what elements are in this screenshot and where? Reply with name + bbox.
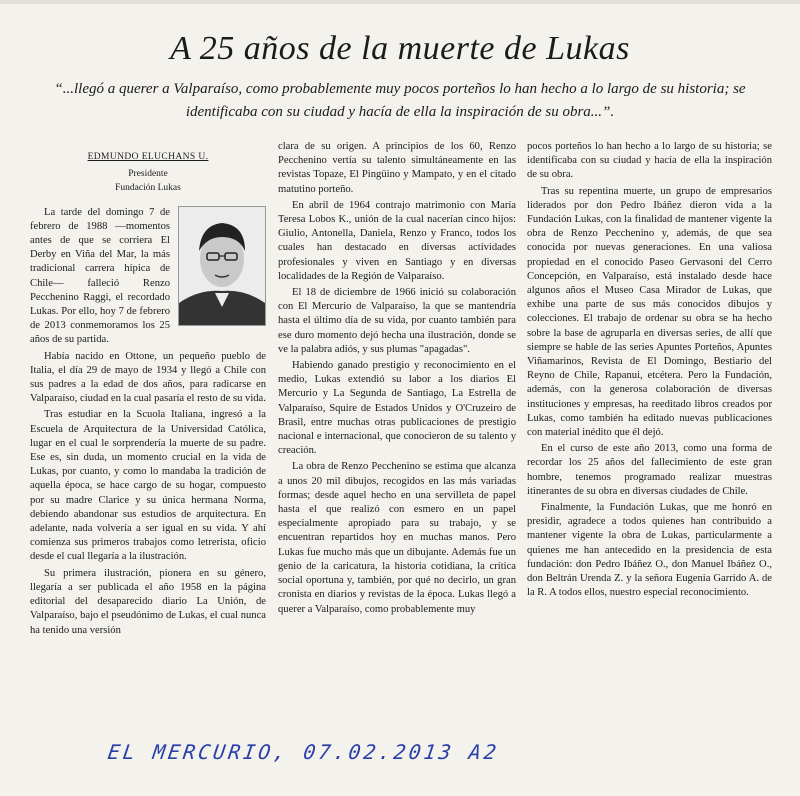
author-name: EDMUNDO ELUCHANS U. — [87, 152, 209, 162]
paragraph: En el curso de este año 2013, como una forma de recordar los 25 años del fallecimiento de este gran hombre, tenemos programado realizar muestras itinerantes de su obra en diversas ciudades de Chile. — [527, 443, 772, 497]
portrait-photo — [178, 206, 266, 326]
paragraph: La obra de Renzo Pecchenino se estima que alcanza a unos 20 mil dibujos, recogidos en las más variadas formas; desde aquel hecho en una servilleta de papel hasta el que realizó con esmero en un papel especialmente apropiado para su trabajo, y se encuentran repartidos hoy en muchas manos. Pero Lukas fue mucho más que un dibujante. Además fue un genio de la caricatura, la historia cotidiana, la crítica social oportuna y, también, por qué no decirlo, un gran cronista en diarios y revistas de la época. Lukas llegó a querer a Valparaíso, como probablemente muy — [278, 461, 516, 615]
paragraph: En abril de 1964 contrajo matrimonio con María Teresa Lobos K., unión de la cual nacerían cinco hijos: Giulio, Antonella, Daniela, Renzo y Franco, todos los cuales han destacado en diversas actividades profesionales y viven en Santiago y en diversas localidades de la Región de Valparaíso. — [278, 199, 516, 282]
column-1 — [30, 150, 266, 720]
paragraph: Había nacido en Ottone, un pequeño pueblo de Italia, el día 29 de mayo de 1934 y llegó a Chile con sus padres a la edad de dos años, para radicarse en Valparaíso, ciudad en la cual pasaría el resto de su vida. — [30, 350, 266, 405]
article-title: A 25 años de la muerte de Lukas — [170, 30, 630, 67]
byline — [30, 150, 266, 196]
paragraph: Tras su repentina muerte, un grupo de empresarios liderados por don Pedro Ibáñez dieron vida a la Fundación Lukas, con la finalidad de mantener vigente la obra de Renzo Pecchenino y, además, de que sea conocida por nuevas generaciones. En una valiosa propiedad en el conocido Paseo Gervasoni del Cerro Concepción, en Valparaíso, está instalado desde hace algunos años el Museo Casa Mirador de Lukas, que exhibe una parte de sus más conocidos dibujos y colecciones. El trabajo de ordenar su obra se ha hecho sobre la base de agruparla en diversas series, de allí que siempre se hable de las series Apuntes Porteños, Apuntes Viñamarinos, Revista de El Domingo, Bestiario del Reyno de Chile, Rapanui, etcétera. Pero la Fundación, además, con la generosa colaboración de diversas instituciones y empresas, ha reeditado libros creados por Lukas, como también ha editado nuevas publicaciones con material inédito que él dejó. — [527, 185, 772, 439]
paragraph: Habiendo ganado prestigio y reconocimiento en el medio, Lukas extendió su labor a los diarios El Mercurio y La Segunda de Santiago, La Estrella de Valparaíso, Squire de Estados Unidos y O'Cruzeiro de Brasil, entre muchas otras publicaciones de prestigio nacional e internacional, que conocieron de su talento y creación. — [278, 360, 516, 457]
paragraph: El 18 de diciembre de 1966 inició su colaboración con El Mercurio de Valparaíso, la que se mantendría hasta el último día de su vida, por cuanto también para ese duro momento dejó hecha una ilustración, donde se ve la palabra adiós, y sus plumas "apagadas". — [278, 287, 516, 355]
handwritten-source-note: EL MERCURIO, 07.02.2013 A2 — [106, 740, 501, 764]
paragraph: Tras estudiar en la Scuola Italiana, ingresó a la Escuela de Arquitectura de la Universidad Católica, lugar en el cual le sorprendería la muerte de su padre. Ese es, sin duda, un momento crucial en la vida de Lukas, por cuanto, y como lo mandaba la tradición de aquella época, se hace cargo de su hogar, compuesto por su madre Clarice y su única hermana Norma, debiendo abandonar sus estudios de arquitectura. En adelante, nada volvería a ser igual en su vida. Y ahí comienza sus primeros trabajos como letrerista, oficio desde el cual llegaría a la ilustración. — [30, 409, 266, 563]
paragraph: Finalmente, la Fundación Lukas, que me honró en presidir, agradece a todos quienes han contribuido a mantener vigente la obra de Lukas, particularmente a quienes me han antecedido en la presidencia de esta fundación: don Pedro Ibáñez O., don Manuel Ibáñez O., don Beltrán Urenda Z. y la señora Eugenia Garrido A. de la R. A todos ellos, nuestro especial reconocimiento. — [527, 502, 772, 599]
column-2 — [278, 140, 516, 710]
paragraph: La tarde del domingo 7 de febrero de 1988 —momentos antes de que se corriera El Derby en Viña del Mar, la más tradicional carrera hípica de Chile— falleció Renzo Pecchenino Raggi, el recordado Lukas. Por ello, hoy 7 de febrero de 2013 conmemoramos los 25 años de su partida. — [30, 206, 170, 346]
author-organization: Fundación Lukas — [115, 183, 181, 194]
column-3 — [527, 140, 772, 710]
author-role: Presidente — [128, 169, 168, 180]
scan-edge — [0, 0, 800, 4]
paragraph: clara de su origen. A principios de los 60, Renzo Pecchenino vertía su talento simultáneamente en las revistas Topaze, El Pingüino y Mampato, y en el citado matutino porteño. — [278, 141, 516, 195]
pull-quote: “...llegó a querer a Valparaíso, como probablemente muy pocos porteños lo han hecho a lo largo de su historia; se identificaba con su ciudad y hacía de ella la inspiración de su obra...”. — [54, 81, 746, 120]
paragraph: pocos porteños lo han hecho a lo largo de su historia; se identificaba con su ciudad y hacía de ella la inspiración de su obra. — [527, 141, 772, 181]
paragraph: Su primera ilustración, pionera en su género, llegaría a ser publicada el año 1958 en la página editorial del desaparecido diario La Unión, de Valparaíso, bajo el pseudónimo de Lukas, el cual nunca ha tenido una versión — [30, 567, 266, 636]
